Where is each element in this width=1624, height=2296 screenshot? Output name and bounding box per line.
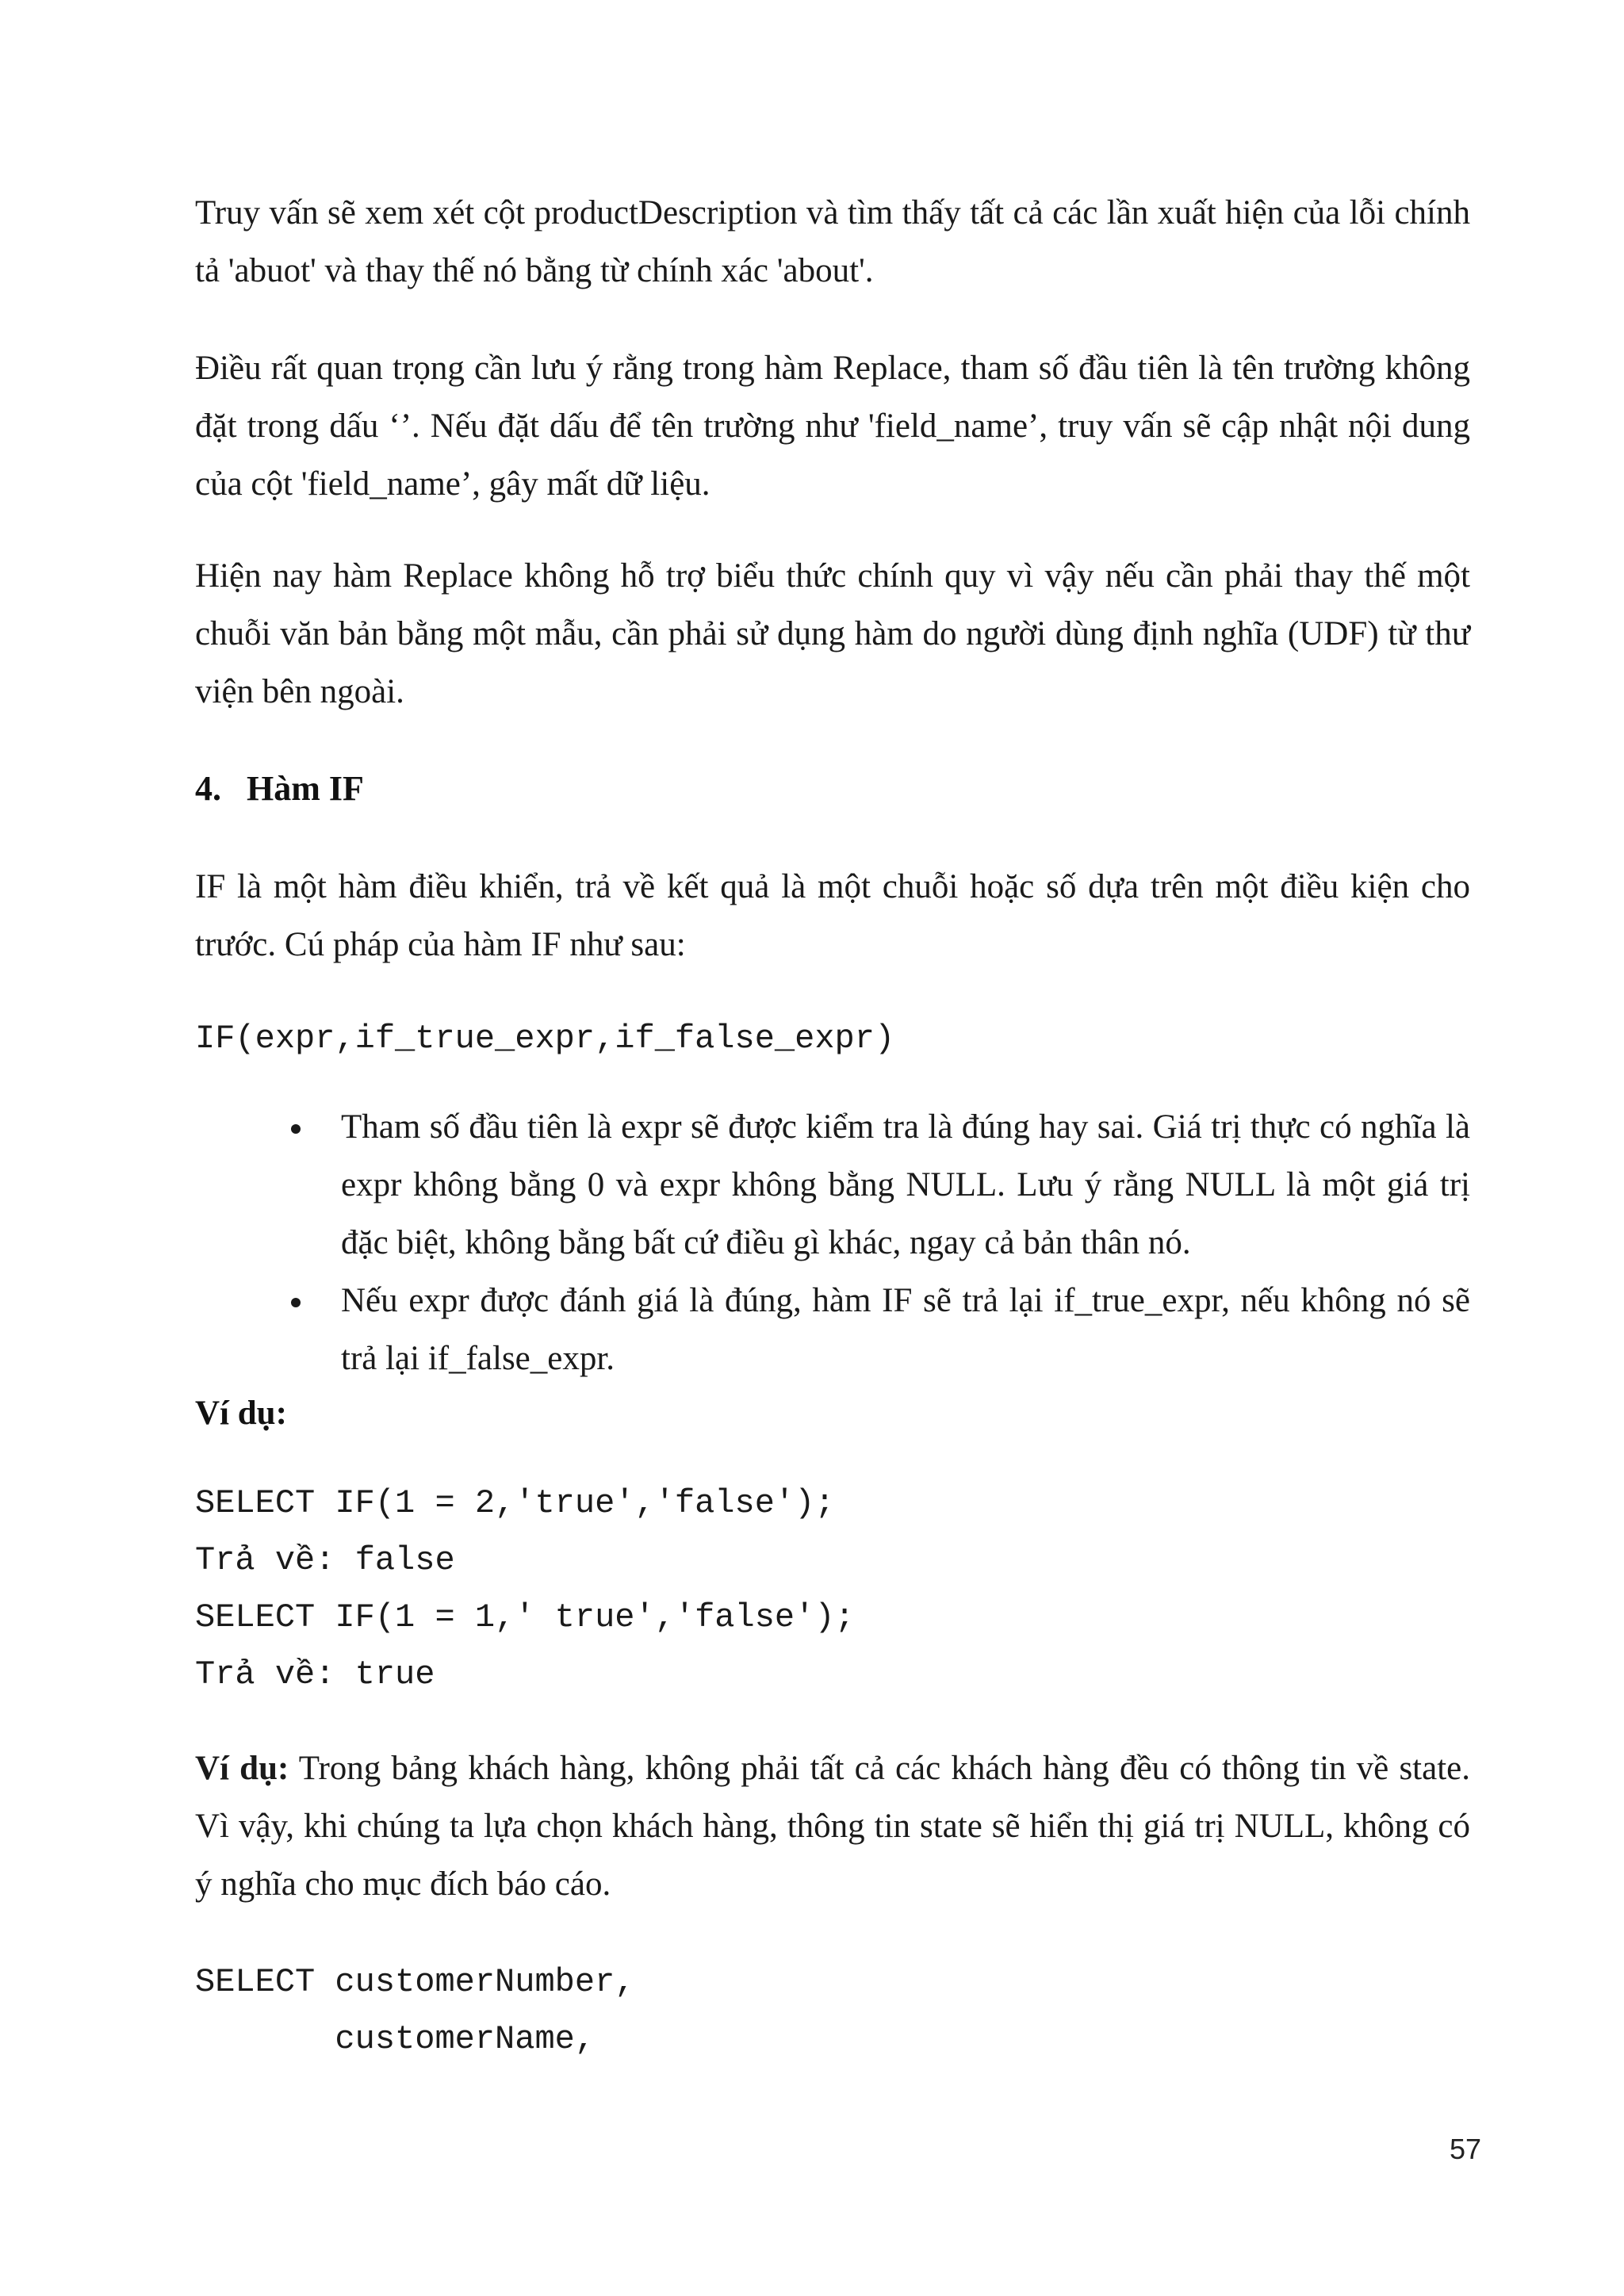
bullet-item-expr-check: Tham số đầu tiên là expr sẽ được kiểm tra là đúng hay sai. Giá trị thực có nghĩa là expr không bằng 0 và expr không bằng NULL. Lưu ý rằng NULL là một giá trị đặc biệt, không bằng bất cứ điều gì khác, ngay cả bản thân nó. (341, 1108, 1470, 1261)
paragraph-customer-state-example (195, 1739, 1470, 1913)
example-label: Ví dụ: (195, 1395, 287, 1432)
paragraph-replace-query-explanation: Truy vấn sẽ xem xét cột productDescription và tìm thấy tất cả các lần xuất hiện của lỗi chính tả 'abuot' và thay thế nó bằng từ chính xác 'about'. (195, 194, 1470, 289)
bullet-icon (291, 1298, 301, 1307)
code-example-line-1: SELECT IF(1 = 2,'true','false'); (195, 1484, 835, 1522)
code-example-line-3: SELECT IF(1 = 1,' true','false'); (195, 1598, 855, 1636)
paragraph-customer-state-text: Trong bảng khách hàng, không phải tất cả các khách hàng đều có thông tin về state. Vì vậy, khi chúng ta lựa chọn khách hàng, thông tin state sẽ hiển thị giá trị NULL, không có ý nghĩa cho mục đích báo cáo. (195, 1750, 1470, 1903)
bullet-icon (291, 1124, 301, 1134)
paragraph-replace-field-note: Điều rất quan trọng cần lưu ý rằng trong hàm Replace, tham số đầu tiên là tên trường không đặt trong dấu ‘’. Nếu đặt dấu để tên trường như 'field_name’, truy vấn sẽ cập nhật nội dung của cột 'field_name’, gây mất dữ liệu. (195, 350, 1470, 503)
section-heading (195, 760, 1470, 817)
section-number: 4. (195, 769, 221, 808)
page-number: 57 (1449, 2133, 1481, 2165)
paragraph-replace-regex-note: Hiện nay hàm Replace không hỗ trợ biểu thức chính quy vì vậy nếu cần phải thay thế một chuỗi văn bản bằng một mẫu, cần phải sử dụng hàm do người dùng định nghĩa (UDF) từ thư viện bên ngoài. (195, 557, 1470, 710)
code-select-line-1: SELECT customerNumber, (195, 1963, 635, 2001)
example-label-inline: Ví dụ: (195, 1750, 289, 1787)
section-title: Hàm IF (247, 769, 364, 808)
code-example-line-2: Trả về: false (195, 1541, 455, 1579)
paragraph-if-intro: IF là một hàm điều khiển, trả về kết quả là một chuỗi hoặc số dựa trên một điều kiện cho trước. Cú pháp của hàm IF như sau: (195, 868, 1470, 963)
code-select-line-2: customerName, (195, 2020, 596, 2058)
code-example-line-4: Trả về: true (195, 1655, 435, 1693)
code-if-syntax: IF(expr,if_true_expr,if_false_expr) (195, 1020, 895, 1058)
bullet-item-if-result: Nếu expr được đánh giá là đúng, hàm IF sẽ trả lại if_true_expr, nếu không nó sẽ trả lại if_false_expr. (341, 1282, 1470, 1377)
